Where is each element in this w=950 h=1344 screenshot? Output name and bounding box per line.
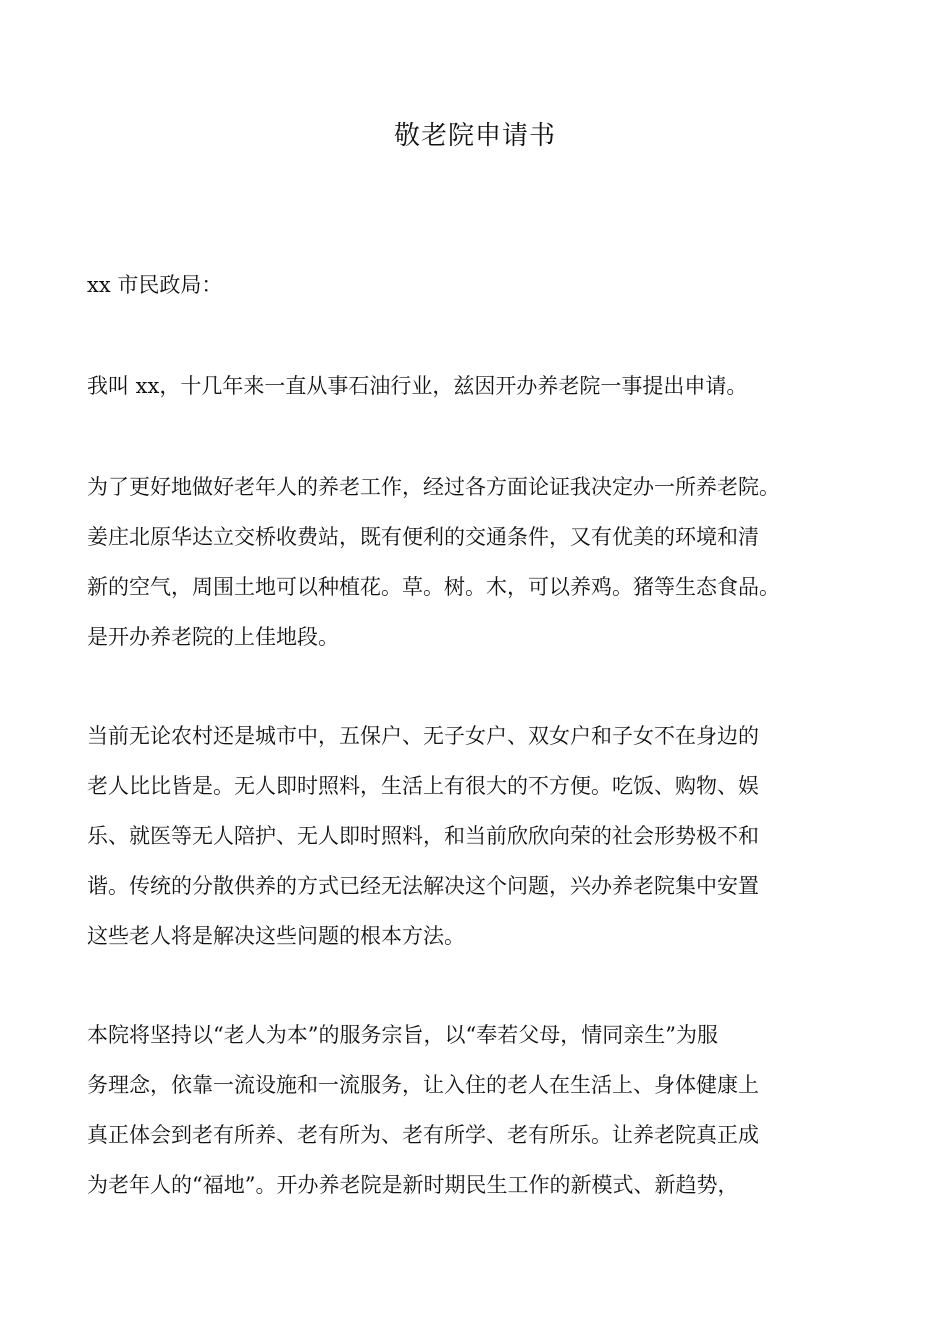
paragraph-line: 谐。传统的分散供养的方式已经无法解决这个问题，兴办养老院集中安置 <box>87 874 759 898</box>
paragraph-line: 姜庄北原华达立交桥收费站，既有便利的交通条件，又有优美的环境和清 <box>87 525 759 549</box>
paragraph-line: 真正体会到老有所养、老有所为、老有所学、老有所乐。让养老院真正成 <box>87 1123 759 1147</box>
paragraph-line: 为老年人的“福地”。开办养老院是新时期民生工作的新模式、新趋势， <box>87 1173 739 1197</box>
paragraph-line: 老人比比皆是。无人即时照料，生活上有很大的不方便。吃饭、购物、娱 <box>87 774 759 798</box>
paragraph-philosophy <box>87 1010 887 1210</box>
paragraph-line: 乐、就医等无人陪护、无人即时照料，和当前欣欣向荣的社会形势极不和 <box>87 824 759 848</box>
document-title: 敬老院申请书 <box>393 121 556 151</box>
paragraph-line: 务理念，依靠一流设施和一流服务，让入住的老人在生活上、身体健康上 <box>87 1073 759 1097</box>
paragraph-line: 是开办养老院的上佳地段。 <box>87 625 339 649</box>
paragraph-line: 新的空气，周围土地可以种植花。草。树。木，可以养鸡。猪等生态食品。 <box>87 575 780 599</box>
salutation: xx 市民政局： <box>87 273 223 297</box>
paragraph-intro <box>87 361 887 411</box>
paragraph-line: 这些老人将是解决这些问题的根本方法。 <box>87 924 465 948</box>
paragraph-location <box>87 462 887 662</box>
paragraph-need <box>87 711 887 961</box>
paragraph-line: 我叫 xx，十几年来一直从事石油行业，兹因开办养老院一事提出申请。 <box>87 374 748 398</box>
paragraph-line: 为了更好地做好老年人的养老工作，经过各方面论证我决定办一所养老院。 <box>87 475 780 499</box>
paragraph-line: 当前无论农村还是城市中，五保户、无子女户、双女户和子女不在身边的 <box>87 724 759 748</box>
paragraph-line: 本院将坚持以“老人为本”的服务宗旨，以“奉若父母，情同亲生”为服 <box>87 1023 718 1047</box>
